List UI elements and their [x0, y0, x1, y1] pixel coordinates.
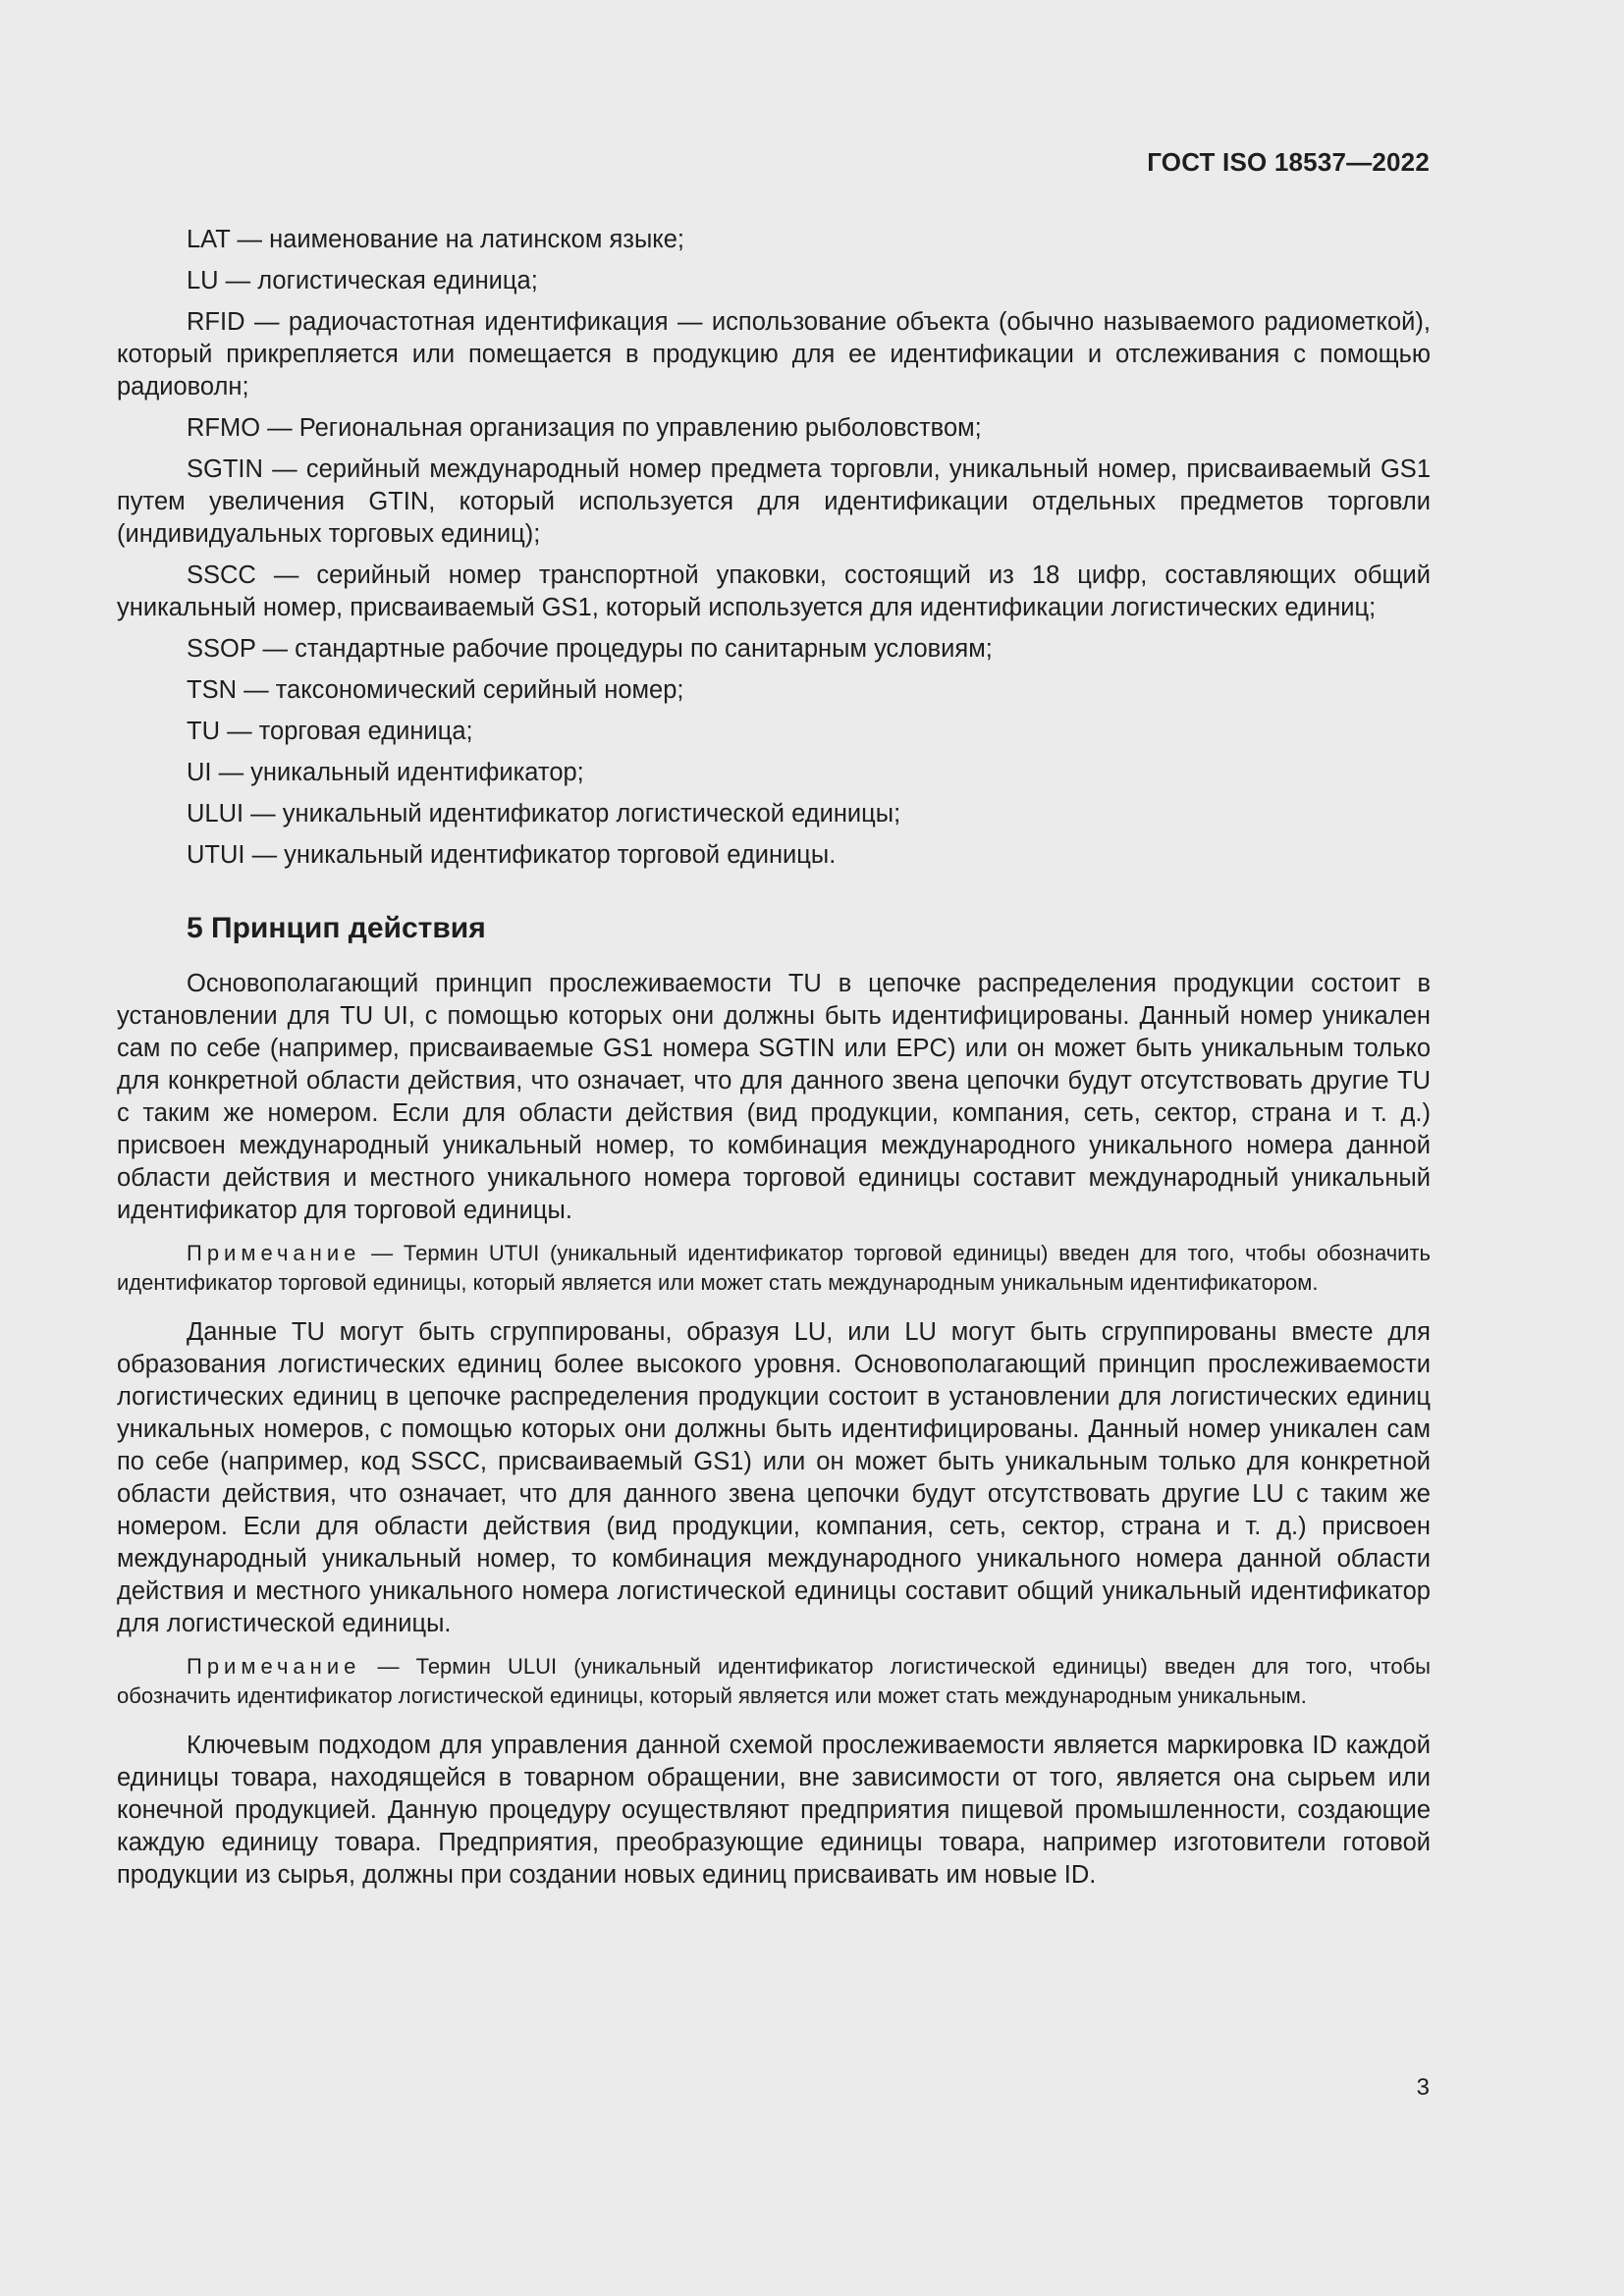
abbreviation-sgtin: SGTIN — серийный международный номер предмета торговли, уникальный номер, присваиваемый GS1 путем увеличения GTIN, который используется для идентификации отдельных предметов торговли (индивидуальных торговых единиц);	[117, 455, 1431, 548]
page-number: 3	[1416, 2074, 1430, 2101]
abbreviation-tu: TU — торговая единица;	[187, 718, 473, 745]
page-content	[117, 224, 1431, 1903]
abbreviation-lat: LAT — наименование на латинском языке;	[187, 226, 684, 253]
abbreviation-ui: UI — уникальный идентификатор;	[187, 759, 584, 786]
note-1-label: Примечание	[187, 1241, 361, 1265]
abbreviations-list	[117, 224, 1431, 872]
abbreviation-sscc: SSCC — серийный номер транспортной упаковки, состоящий из 18 цифр, составляющих общий уникальный номер, присваиваемый GS1, который используется для идентификации логистических единиц;	[117, 561, 1431, 621]
abbreviation-ului: ULUI — уникальный идентификатор логистической единицы;	[187, 800, 901, 828]
paragraph-3: Ключевым подходом для управления данной схемой прослеживаемости является маркировка ID каждой единицы товара, находящейся в товарном обращении, вне зависимости от того, является она сырьем или конечной продукцией. Данную процедуру осуществляют предприятия пищевой промышленности, создающие каждую единицу товара. Предприятия, преобразующие единицы товара, например изготовители готовой продукции из сырья, должны при создании новых единиц присваивать им новые ID.	[117, 1732, 1431, 1889]
note-2-label: Примечание	[187, 1654, 361, 1679]
document-code: ГОСТ ISO 18537—2022	[1147, 147, 1430, 177]
abbreviation-utui: UTUI — уникальный идентификатор торговой единицы.	[187, 841, 837, 869]
abbreviation-lu: LU — логистическая единица;	[187, 267, 538, 294]
abbreviation-rfmo: RFMO — Региональная организация по управлению рыболовством;	[187, 414, 982, 442]
note-1-text: — Термин UTUI (уникальный идентификатор торговой единицы) введен для того, чтобы обозначить идентификатор торговой единицы, который является или может стать международным уникальным идентификатором.	[117, 1241, 1431, 1295]
note-1	[117, 1239, 1431, 1297]
note-2	[117, 1652, 1431, 1710]
abbreviation-ssop: SSOP — стандартные рабочие процедуры по санитарным условиям;	[187, 635, 993, 663]
abbreviation-rfid: RFID — радиочастотная идентификация — использование объекта (обычно называемого радиометкой), который прикрепляется или помещается в продукцию для ее идентификации и отслеживания с помощью радиоволн;	[117, 308, 1431, 400]
paragraph-2: Данные TU могут быть сгруппированы, образуя LU, или LU могут быть сгруппированы вместе для образования логистических единиц более высокого уровня. Основополагающий принцип прослеживаемости логистических единиц в цепочке распределения продукции состоит в установлении для логистических единиц уникальных номеров, с помощью которых они должны быть идентифицированы. Данный номер уникален сам по себе (например, код SSCC, присваиваемый GS1) или он может быть уникальным только для конкретной области действия, что означает, что для данного звена цепочки будут отсутствовать другие LU с таким же номером. Если для области действия (вид продукции, компания, сеть, сектор, страна и т. д.) присвоен международный уникальный номер, то комбинация международного уникального номера данной области действия и местного уникального номера логистической единицы составит общий уникальный идентификатор для логистической единицы.	[117, 1318, 1431, 1637]
abbreviation-tsn: TSN — таксономический серийный номер;	[187, 676, 684, 704]
paragraph-1: Основополагающий принцип прослеживаемости TU в цепочке распределения продукции состоит в установлении для TU UI, с помощью которых они должны быть идентифицированы. Данный номер уникален сам по себе (например, присваиваемые GS1 номера SGTIN или EPC) или он может быть уникальным только для конкретной области действия, что означает, что для данного звена цепочки будут отсутствовать другие TU с таким же номером. Если для области действия (вид продукции, компания, сеть, сектор, страна и т. д.) присвоен международный уникальный номер, то комбинация международного уникального номера данной области действия и местного уникального номера торговой единицы составит международный уникальный идентификатор для торговой единицы.	[117, 970, 1431, 1224]
section-title: 5 Принцип действия	[187, 912, 486, 944]
note-2-text: — Термин ULUI (уникальный идентификатор логистической единицы) введен для того, чтобы обозначить идентификатор логистической единицы, который является или может стать международным уникальным.	[117, 1654, 1431, 1708]
